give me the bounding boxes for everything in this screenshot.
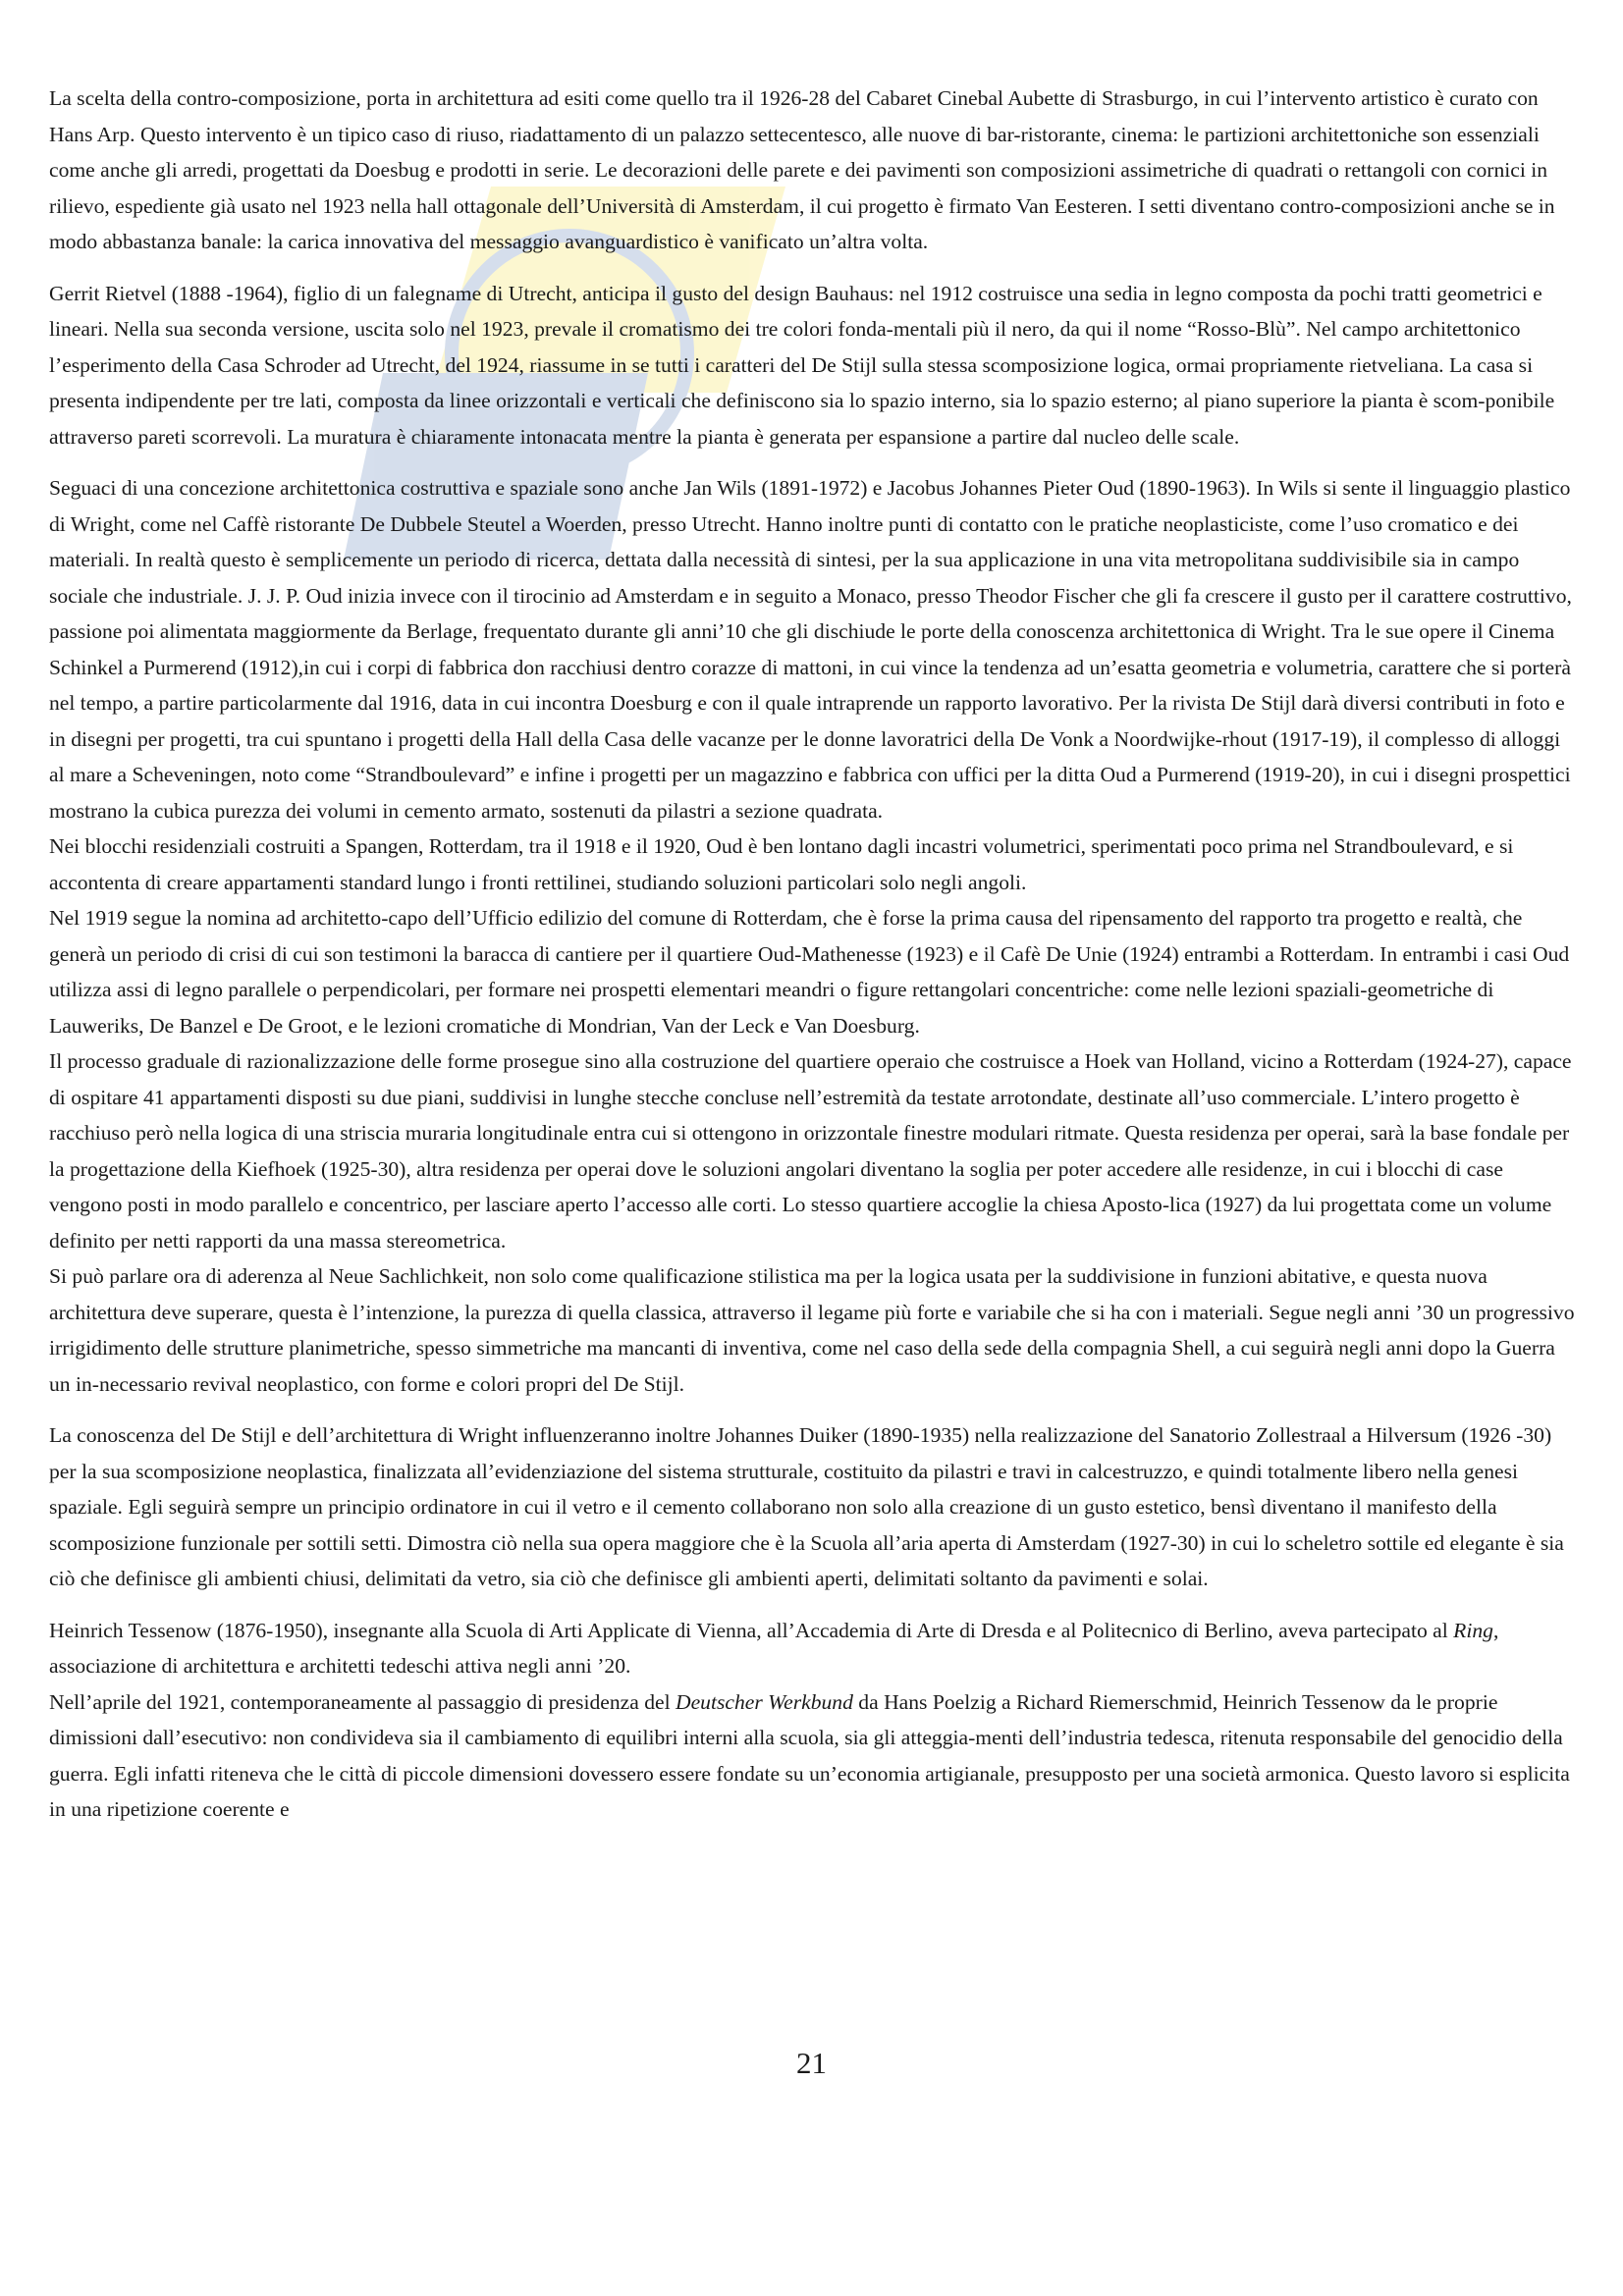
paragraph-rotterdam-office: Nel 1919 segue la nomina ad architetto-capo dell’Ufficio edilizio del comune di Rotterdam, che è forse la prima causa del ripensamento del rapporto tra progetto e realtà, che generà un periodo di crisi di cui son testimoni la baracca di cantiere per il quartiere Oud-Mathenesse (1923) e il Cafè De Unie (1924) entrambi a Rotterdam. In entrambi i casi Oud utilizza assi di legno parallele o perpendicolari, per formare nei prospetti elementari meandri o figure rettangolari concentriche: come nelle lezioni spaziali-geometriche di Lauweriks, De Banzel e De Groot, e le lezioni cromatiche di Mondrian, Van der Leck e Van Doesburg. bbox=[49, 906, 1570, 1038]
paragraph-spangen: Nei blocchi residenziali costruiti a Spangen, Rotterdam, tra il 1918 e il 1920, Oud è ben lontano dagli incastri volumetrici, sperimentati poco prima nel Strandboulevard, e si accontenta di creare appartamenti standard lungo i fronti rettilinei, studiando soluzioni particolari solo negli angoli. bbox=[49, 834, 1514, 894]
paragraph-hoek-van-holland: Il processo graduale di razionalizzazione delle forme prosegue sino alla costruzione del quartiere operaio che costruisce a Hoek van Holland, vicino a Rotterdam (1924-27), capace di ospitare 41 appartamenti disposti su due piani, suddivisi in lunghe stecche concluse nell’estremità da testate arrotondate, destinate all’uso commerciale. L’intero progetto è racchiuso però nella logica di una striscia muraria longitudinale entra cui si ottengono in orizzontale finestre modulari ritmate. Questa residenza per operai, sarà la base fondale per la progettazione della Kiefhoek (1925-30), altra residenza per operai dove le soluzioni angolari diventano la soglia per poter accedere alle residenze, in cui i blocchi di case vengono posti in modo parallelo e concentrico, per lasciare aperto l’accesso alle corti. Lo stesso quartiere accoglie la chiesa Aposto-lica (1927) da lui progettata come un volume definito per netti rapporti da una massa stereometrica. bbox=[49, 1049, 1572, 1253]
paragraph-wils-oud: Seguaci di una concezione architettonica costruttiva e spaziale sono anche Jan Wils (1891-1972) e Jacobus Johannes Pieter Oud (1890-1963). In Wils si sente il linguaggio plastico di Wright, come nel Caffè ristorante De Dubbele Steutel a Woerden, presso Utrecht. Hanno inoltre punti di contatto con le pratiche neoplasticiste, come l’uso cromatico e dei materiali. In realtà questo è semplicemente un periodo di ricerca, dettata dalla necessità di sintesi, per la sua applicazione in una vita metropolitana suddivisibile sia in campo sociale che industriale. J. J. P. Oud inizia invece con il tirocinio ad Amsterdam e in seguito a Monaco, presso Theodor Fischer che gli fa crescere il gusto per il carattere costruttivo, passione poi alimentata maggiormente da Berlage, frequentato durante gli anni’10 che gli dischiude le porte della conoscenza architettonica di Wright. Tra le sue opere il Cinema Schinkel a Purmerend (1912),in cui i corpi di fabbrica don racchiusi dentro corazze di mattoni, in cui vince la tendenza ad un’esatta geometria e volumetria, carattere che si porterà nel tempo, a partire particolarmente dal 1916, data in cui incontra Doesburg e con il quale intraprende un rapporto lavorativo. Per la rivista De Stijl darà diversi contributi in foto e in disegni per progetti, tra cui spuntano i progetti della Hall della Casa delle vacanze per le donne lavoratrici della De Vonk a Noordwijke-rhout (1917-19), il complesso di alloggi al mare a Scheveningen, noto come “Strandboulevard” e infine i progetti per un magazzino e fabbrica con uffici per la ditta Oud a Purmerend (1919-20), in cui i disegni prospettici mostrano la cubica purezza dei volumi in cemento armato, sostenuti da pilastri a sezione quadrata. bbox=[49, 476, 1572, 823]
paragraph-werkbund-text-1: Nell’aprile del 1921, contemporaneamente al passaggio di presidenza del bbox=[49, 1689, 676, 1714]
italic-term-deutscher-werkbund: Deutscher Werkbund bbox=[675, 1689, 853, 1714]
paragraph-duiker: La conoscenza del De Stijl e dell’architettura di Wright influenzeranno inoltre Johannes Duiker (1890-1935) nella realizzazione del Sanatorio Zollestraal a Hilversum (1926 -30) per la sua scomposizione neoplastica, finalizzata all’evidenziazione del sistema strutturale, costituito da pilastri e travi in calcestruzzo, e quindi totalmente libero nella genesi spaziale. Egli seguirà sempre un principio ordinatore in cui il vetro e il cemento collaborano non solo alla creazione di un gusto estetico, bensì diventano il manifesto della scomposizione funzionale per sottili setti. Dimostra ciò nella sua opera maggiore che è la Scuola all’aria aperta di Amsterdam (1927-30) in cui lo scheletro sottile ed elegante è sia ciò che definisce gli ambienti chiusi, delimitati da vetro, sia ciò che definisce gli ambienti aperti, delimitati soltanto da pavimenti e solai. bbox=[49, 1423, 1564, 1590]
paragraph-werkbund bbox=[49, 1684, 1576, 1828]
italic-term-ring: Ring bbox=[1453, 1618, 1493, 1642]
paragraph-aubette: La scelta della contro-composizione, porta in architettura ad esiti come quello tra il 1926-28 del Cabaret Cinebal Aubette di Strasburgo, in cui l’intervento artistico è curato con Hans Arp. Questo intervento è un tipico caso di riuso, riadattamento di un palazzo settecentesco, alle nuove di bar-ristorante, cinema: le partizioni architettoniche son essenziali come anche gli arredi, progettati da Doesbug e prodotti in serie. Le decorazioni delle parete e dei pavimenti son composizioni assimetriche di quadrati o rettangoli con cornici in rilievo, espediente già usato nel 1923 nella hall ottagonale dell’Università di Amsterdam, il cui progetto è firmato Van Eesteren. I setti diventano contro-composizioni anche se in modo abbastanza banale: la carica innovativa del messaggio avanguardistico è vanificato un’altra volta. bbox=[49, 86, 1555, 253]
paragraph-tessenow-text-2: , associazione di architettura e architetti tedeschi attiva negli anni ’20. bbox=[49, 1618, 1499, 1678]
paragraph-werkbund-text-2: da Hans Poelzig a Richard Riemerschmid, Heinrich Tessenow da le proprie dimissioni dall’esecutivo: non condivideva sia il cambiamento di equilibri interni alla scuola, sia gli atteggia-menti dell’industria tedesca, ritenuta responsabile del genocidio della guerra. Egli infatti riteneva che le città di piccole dimensioni dovessero essere fondate su un’economia artigianale, presupposto per una società armonica. Questo lavoro si esplicita in una ripetizione coerente e bbox=[49, 1689, 1570, 1821]
page-body bbox=[49, 80, 1576, 1828]
paragraph-tessenow bbox=[49, 1613, 1576, 1684]
paragraph-rietveld: Gerrit Rietvel (1888 -1964), figlio di un falegname di Utrecht, anticipa il gusto del design Bauhaus: nel 1912 costruisce una sedia in legno composta da pochi tratti geometrici e lineari. Nella sua seconda versione, uscita solo nel 1923, prevale il cromatismo dei tre colori fonda-mentali più il nero, da qui il nome “Rosso-Blù”. Nel campo architettonico l’esperimento della Casa Schroder ad Utrecht, del 1924, riassume in se tutti i caratteri del De Stijl sulla stessa scomposizione logica, ormai propriamente rietveliana. La casa si presenta indipendente per tre lati, composta da linee orizzontali e verticali che definiscono sia lo spazio interno, sia lo spazio esterno; al piano superiore la pianta è scom-ponibile attraverso pareti scorrevoli. La muratura è chiaramente intonacata mentre la pianta è generata per espansione a partire dal nucleo delle scale. bbox=[49, 281, 1555, 449]
paragraph-tessenow-text-1: Heinrich Tessenow (1876-1950), insegnante alla Scuola di Arti Applicate di Vienna, all’Accademia di Arte di Dresda e al Politecnico di Berlino, aveva partecipato al bbox=[49, 1618, 1454, 1642]
paragraph-neue-sachlichkeit: Si può parlare ora di aderenza al Neue Sachlichkeit, non solo come qualificazione stilistica ma per la logica usata per la suddivisione in funzioni abitative, e questa nuova architettura deve superare, questa è l’intenzione, la purezza di quella classica, attraverso il legame più forte e variabile che si ha con i materiali. Segue negli anni ’30 un progressivo irrigidimento delle strutture planimetriche, spesso simmetriche ma mancanti di inventiva, come nel caso della sede della compagnia Shell, a cui seguirà negli anni dopo la Guerra un in-necessario revival neoplastico, con forme e colori propri del De Stijl. bbox=[49, 1264, 1575, 1396]
page-number: 21 bbox=[796, 2046, 827, 2080]
